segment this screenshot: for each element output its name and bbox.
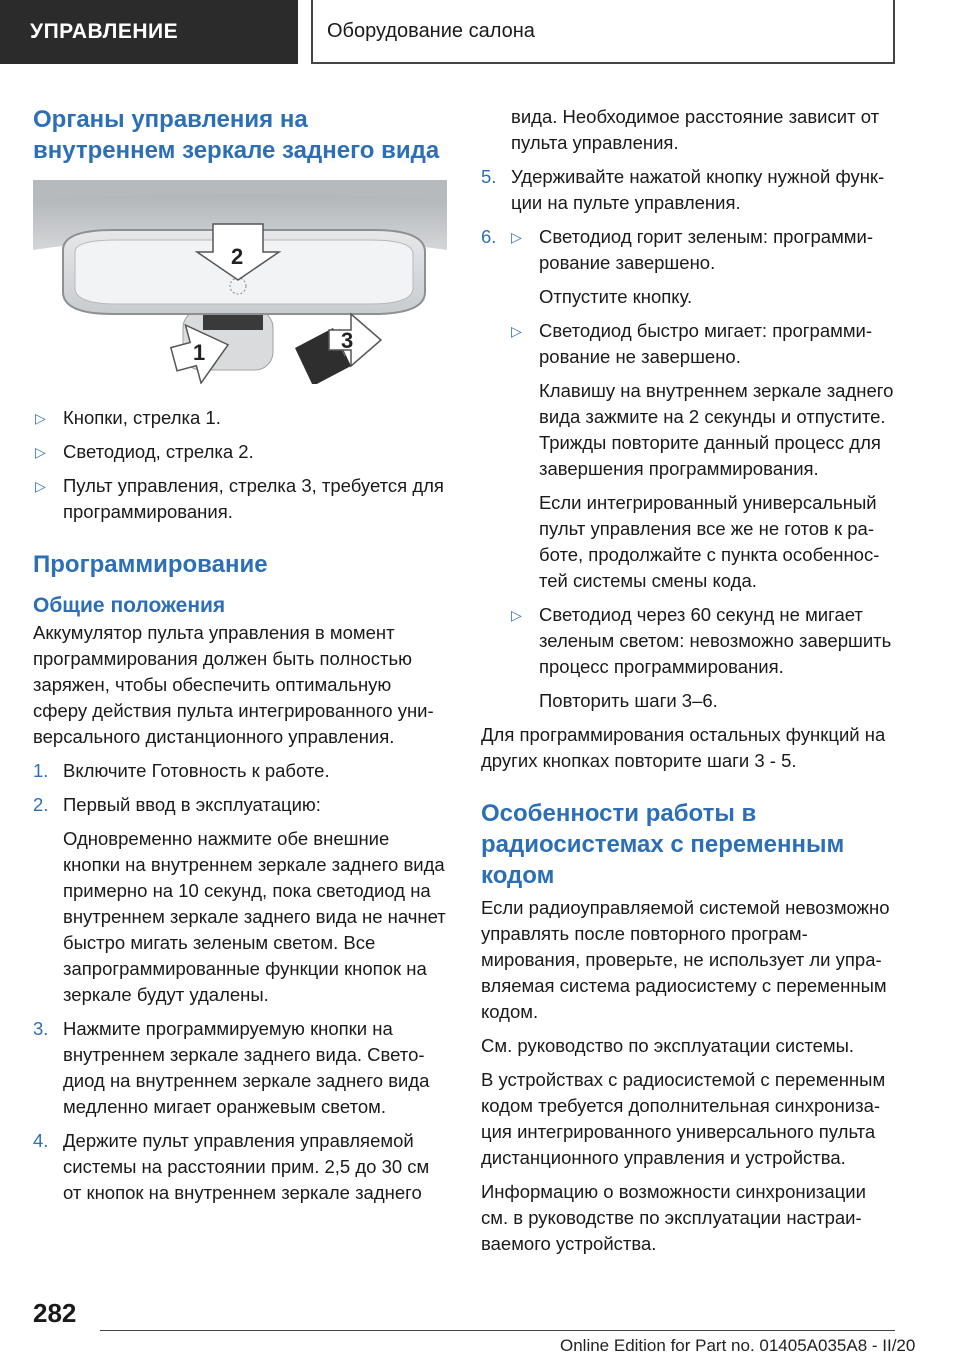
- subsection-title: Оборудование салона: [311, 0, 895, 64]
- subheading-general: Общие положения: [33, 594, 226, 617]
- section-tab: УПРАВЛЕНИЕ: [0, 0, 298, 64]
- case-detail: Повторить шаги 3–6.: [539, 690, 718, 711]
- step-text: Первый ввод в эксплуатацию:: [63, 794, 321, 815]
- step-text: Включите Готовность к работе.: [63, 760, 330, 781]
- step-text: Удерживайте нажатой кнопку нужной функции на пульте управления.: [511, 166, 885, 213]
- step-number: 4.: [33, 1130, 49, 1151]
- step-continuation: вида. Необходимое расстояние зависит от пульта управления.: [511, 106, 880, 153]
- paragraph: В устройствах с радиосистемой с переменным кодом требуется дополнительная синхронизация интегрированного универсального пульта дистанционного управления и устройства.: [481, 1069, 886, 1168]
- case-text: Светодиод через 60 секунд не мигает зеленым светом: невозможно завершить процесс программирования.: [539, 604, 892, 677]
- step-detail: Одновременно нажмите обе внешние кнопки на внутреннем зеркале заднего вида примерно на 10 секунд, пока светодиод на внутреннем зеркале заднего вида не начнет быстро мигать зеленым светом. Все запрограммированные функции кнопок на зеркале будут удалены.: [63, 828, 446, 1005]
- step-item: [33, 758, 447, 784]
- figure-label-3: 3: [341, 328, 354, 353]
- step-item: [481, 164, 896, 216]
- mirror-illustration: [33, 180, 447, 384]
- page-number: 282: [33, 1298, 77, 1328]
- right-column: [481, 104, 896, 1265]
- callout-item: [33, 405, 447, 431]
- callout-item: [33, 439, 447, 465]
- step-number: 1.: [33, 760, 49, 781]
- step-number: 2.: [33, 794, 49, 815]
- triangle-bullet-icon: ▷: [511, 607, 522, 623]
- step-item: [33, 1016, 447, 1120]
- figure-label-1: 1: [193, 340, 206, 365]
- case-item: [481, 602, 896, 680]
- triangle-bullet-icon: ▷: [35, 444, 46, 460]
- case-note: Если интегрированный универсальный пульт управления все же не готов к работе, продолжайте с пункта особенностей системы смены кода.: [539, 492, 880, 591]
- paragraph: Информацию о возможности синхронизации см. в руководстве по эксплуатации настраиваемого устройства.: [481, 1181, 866, 1254]
- step-text: Нажмите программируемую кнопки на внутреннем зеркале заднего вида. Светодиод на внутреннем зеркале заднего вида медленно мигает оранжевым светом.: [63, 1018, 430, 1117]
- step-text: Светодиод горит зеленым: программирование завершено.: [539, 226, 874, 273]
- step-item: [33, 1128, 447, 1206]
- callout-text: Кнопки, стрелка 1.: [63, 407, 221, 428]
- left-column: [33, 104, 447, 1214]
- triangle-bullet-icon: ▷: [35, 410, 46, 426]
- case-text: Светодиод быстро мигает: программирование не завершено.: [539, 320, 873, 367]
- section-heading-rolling-code: Особенности работы в радиосистемах с переменным кодом: [481, 800, 845, 889]
- figure-label-2: 2: [231, 244, 244, 269]
- section-heading-programming: Программирование: [33, 551, 268, 578]
- footer-edition: Online Edition for Part no. 01405A035A8 - II/20: [560, 1336, 916, 1355]
- other-buttons-paragraph: Для программирования остальных функций на других кнопках повторите шаги 3 - 5.: [481, 724, 886, 771]
- step-number: 5.: [481, 166, 497, 187]
- paragraph: Если радиоуправляемой системой невозможно управлять после повторного программирования, проверьте, не использует ли управляемая система радиосистему с переменным кодом.: [481, 897, 890, 1022]
- intro-paragraph: Аккумулятор пульта управления в момент программирования должен быть полностью заряжен, чтобы обеспечить оптимальную сферу действия пульта интегрированного универсального дистанционного управления.: [33, 622, 434, 747]
- step-text: Держите пульт управления управляемой системы на расстоянии прим. 2,5 до 30 см от кнопок на внутреннем зеркале заднего: [63, 1130, 430, 1203]
- section-heading-controls: Органы управления на внутреннем зеркале заднего вида: [33, 106, 440, 164]
- page-header: [0, 0, 960, 64]
- step-number: 6.: [481, 226, 497, 247]
- callout-text: Светодиод, стрелка 2.: [63, 441, 254, 462]
- triangle-bullet-icon: ▷: [35, 478, 46, 494]
- callout-item: [33, 473, 447, 525]
- triangle-bullet-icon: ▷: [511, 323, 522, 339]
- footer-divider: [100, 1330, 895, 1331]
- callout-text: Пульт управления, стрелка 3, требуется для программирования.: [63, 475, 444, 522]
- paragraph: См. руководство по эксплуатации системы.: [481, 1035, 855, 1056]
- step-number: 3.: [33, 1018, 49, 1039]
- step-detail: Отпустите кнопку.: [539, 286, 693, 307]
- case-detail: Клавишу на внутреннем зеркале заднего вида зажмите на 2 секунды и отпустите. Трижды повторите данный процесс для завершения программирования.: [539, 380, 894, 479]
- triangle-bullet-icon: ▷: [511, 229, 522, 245]
- case-item: [481, 318, 896, 370]
- step-item: [481, 224, 896, 276]
- step-item: [33, 792, 447, 818]
